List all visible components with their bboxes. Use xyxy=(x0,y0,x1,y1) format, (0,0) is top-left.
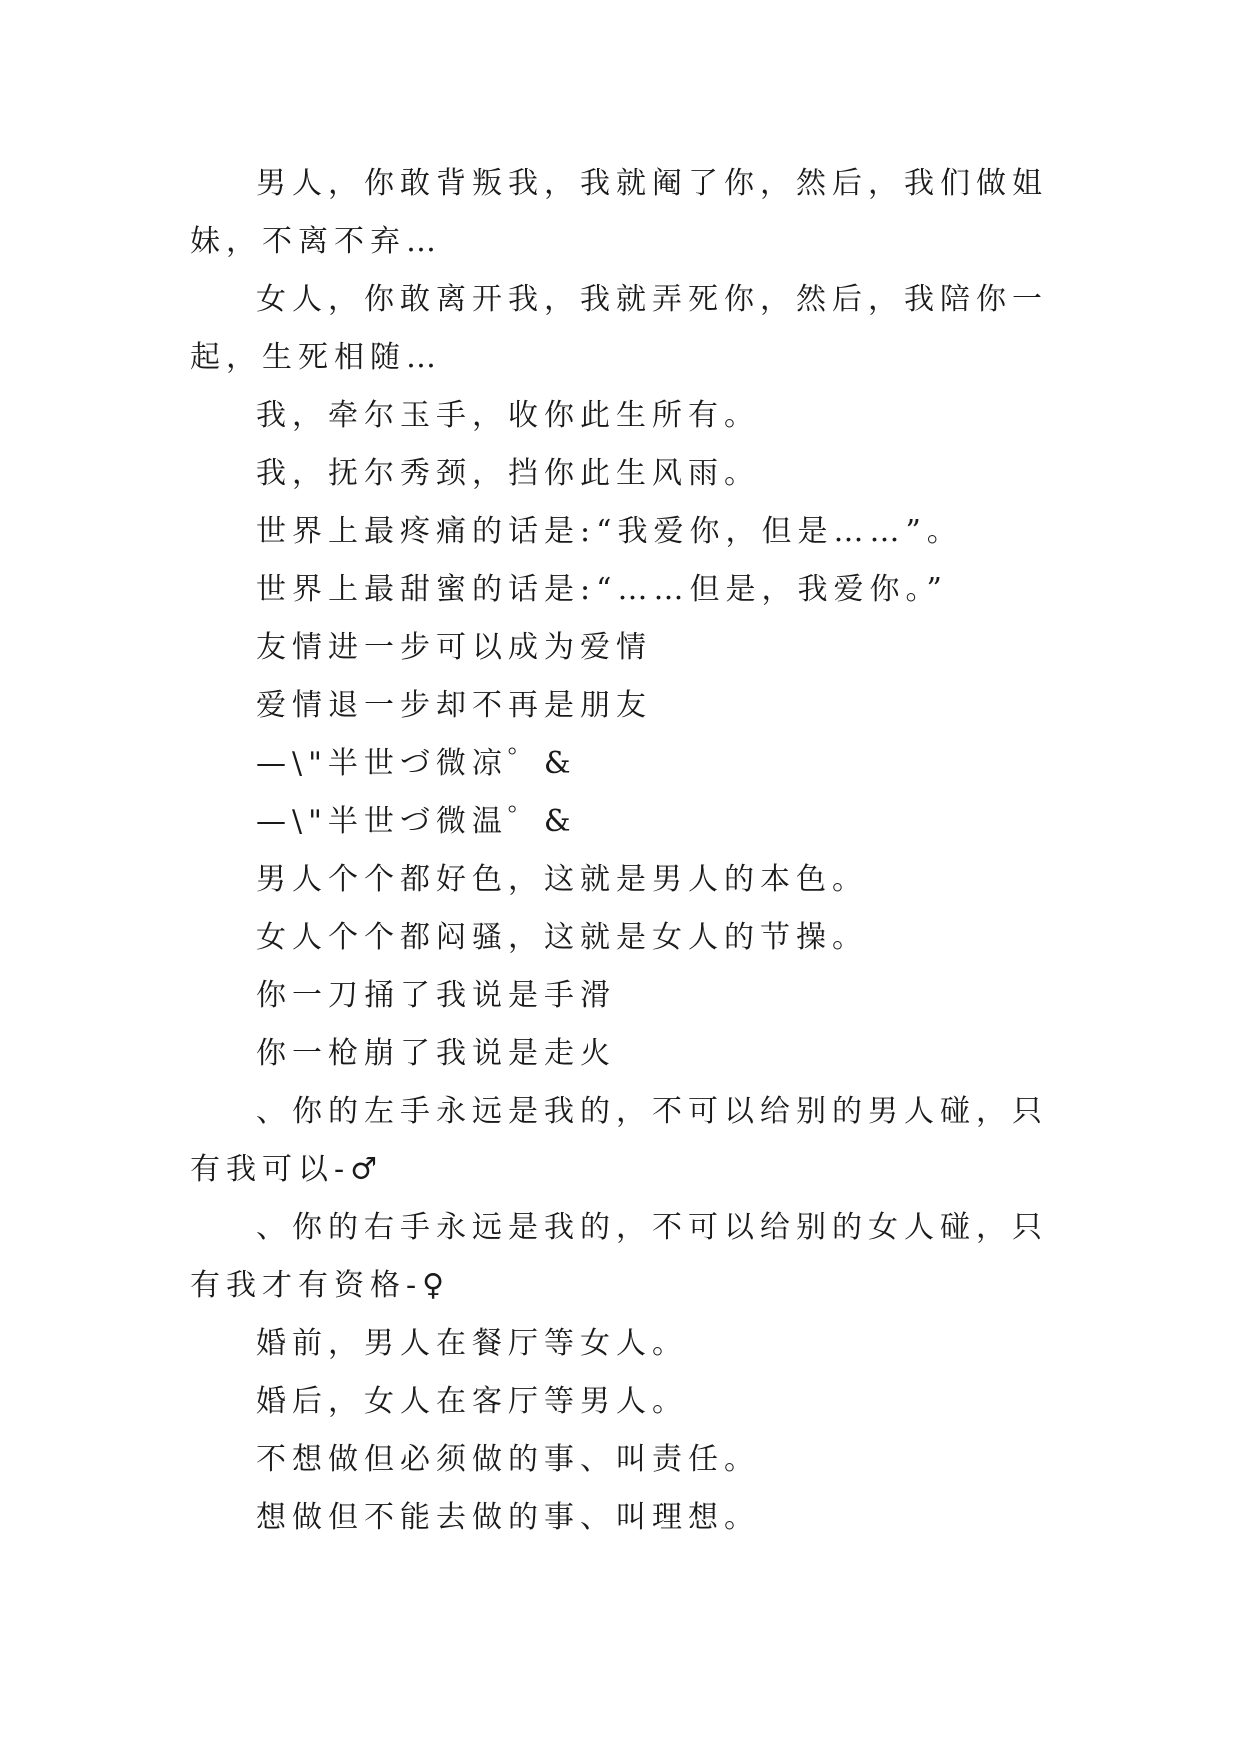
paragraph: —\"半世づ微温゜& xyxy=(256,804,577,839)
document-body xyxy=(190,155,1070,1547)
paragraph: 、你的右手永远是我的，不可以给别的女人碰，只有我才有资格-♀ xyxy=(190,1210,1048,1303)
paragraph: 你一刀捅了我说是手滑 xyxy=(256,978,616,1013)
paragraph: 男人个个都好色，这就是男人的本色。 xyxy=(256,862,868,897)
paragraph: 爱情退一步却不再是朋友 xyxy=(256,688,652,723)
paragraph: —\"半世づ微凉゜& xyxy=(256,746,577,781)
paragraph: 婚后，女人在客厅等男人。 xyxy=(256,1384,688,1419)
paragraph: 世界上最疼痛的话是:“我爱你，但是……”。 xyxy=(256,514,963,549)
paragraph: 我，抚尔秀颈，挡你此生风雨。 xyxy=(256,456,760,491)
paragraph: 不想做但必须做的事、叫责任。 xyxy=(256,1442,760,1477)
paragraph: 友情进一步可以成为爱情 xyxy=(256,630,652,665)
paragraph: 女人个个都闷骚，这就是女人的节操。 xyxy=(256,920,868,955)
paragraph: 婚前，男人在餐厅等女人。 xyxy=(256,1326,688,1361)
paragraph: 、你的左手永远是我的，不可以给别的男人碰，只有我可以-♂ xyxy=(190,1094,1048,1187)
paragraph: 想做但不能去做的事、叫理想。 xyxy=(256,1500,760,1535)
paragraph: 世界上最甜蜜的话是:“……但是，我爱你。” xyxy=(256,572,948,607)
paragraph: 男人，你敢背叛我，我就阉了你，然后，我们做姐妹，不离不弃… xyxy=(190,166,1048,259)
paragraph: 我，牵尔玉手，收你此生所有。 xyxy=(256,398,760,433)
paragraph: 女人，你敢离开我，我就弄死你，然后，我陪你一起，生死相随… xyxy=(190,282,1048,375)
paragraph: 你一枪崩了我说是走火 xyxy=(256,1036,616,1071)
